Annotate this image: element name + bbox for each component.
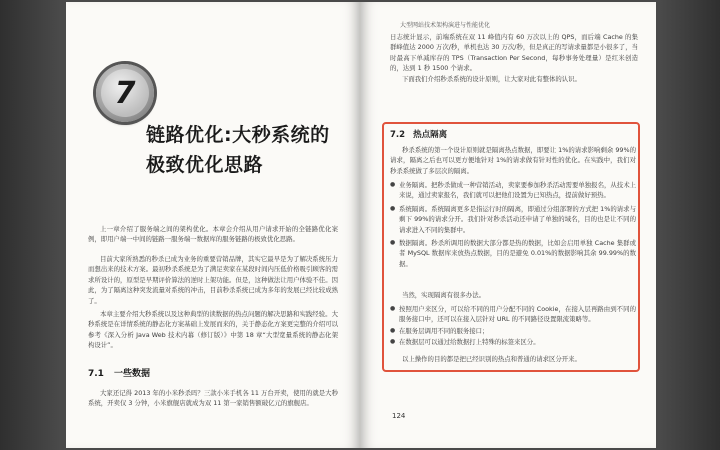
list-item: ● 在服务层调用不同的服务接口； <box>390 326 489 335</box>
closing-paragraph: 以上操作的目的都是把已经识别的热点和普通的请求区分开来。 <box>402 355 581 363</box>
section-title: 一些数据 <box>113 369 150 379</box>
section-number: 7.2 <box>390 130 406 140</box>
section-heading-7-2 <box>390 128 447 140</box>
section-paragraph: 大家还记得 2013 年的小米秒杀吗？三款小米手机各 11 万台开卖，使用的就是大秒系统，开卖仅 3 分钟，小米旗舰店就成为双 11 第一家销售额破亿元的旗舰店。 <box>88 389 338 408</box>
isolation-bullet-list <box>390 180 636 272</box>
chapter-title-line1: 链路优化:大秒系统的 <box>146 124 330 146</box>
chapter-number-badge <box>96 64 154 122</box>
chapter-title <box>146 120 346 180</box>
bullet-icon: ● <box>390 239 396 247</box>
right-page <box>360 2 656 448</box>
bullet-icon: ● <box>390 338 396 346</box>
methods-bullet-list <box>390 304 636 349</box>
left-page <box>66 2 360 448</box>
intro-paragraph-2: 目前大家所熟悉的秒杀已成为业务的重要营销品牌，其实它最早是为了解决系统压力而想出来的技术方案。最初秒杀系统是为了满足卖家在某段时间内压低价格吸引顾客的需求所设计的，原型是早期评价算法的逆时上架功能。但是，这种做法让用户体验不佳。因此，为了隔离这种突发流量对系统的冲击，目前秒杀系统已成为多年的发展已经比较成熟了。 <box>88 255 338 305</box>
list-item: ● 系统隔离。系统隔离更多是指运行时的隔离，即通过分组部署的方式把 1%的请求与剩下 99%的请求分开。我们针对秒杀活动还申请了单独的域名，目的也是让不同的请求进入不同的集群中。 <box>390 204 636 234</box>
running-head: 大型网站技术架构演进与性能优化 <box>400 22 491 29</box>
transition-paragraph: 下面我们介绍秒杀系统的设计原则，让大家对此有整体的认识。 <box>402 75 581 83</box>
section-heading-7-1 <box>88 366 150 379</box>
bullet-icon: ● <box>390 204 396 212</box>
section-number: 7.1 <box>88 369 104 379</box>
list-item: ● 业务隔离。把秒杀做成一种营销活动，卖家要参加秒杀活动需要单独报名，从技术上来说，通过卖家报名，我们就可以把他们设置为已知热点，提前做好预热。 <box>390 181 636 200</box>
stats-paragraph: 日志统计显示，前端系统在双 11 峰值内有 60 万次以上的 QPS，而后端 Cache 的集群峰值达 2000 万次/秒，单机也达 30 万次/秒，但是真正的写请求量都是小很多了，当时最高下单减库存的 TPS（Transaction Per Second，每秒事务处理量）是红米创造的，达到 1 秒 1500 个请求。 <box>390 33 638 73</box>
chapter-title-line2: 极致优化思路 <box>146 154 264 176</box>
bullet-icon: ● <box>390 305 396 312</box>
page-number: 124 <box>392 412 406 420</box>
intro-paragraph-3: 本章主要介绍大秒系统以及这种典型的读数据的热点问题的解决思路和实践经验。大秒系统是在详情系统的静态化方案基础上发展而来的，关于静态化方案更完整的介绍可以参考《深入分析 Java Web 技术内幕（修订版）》中第 18 章“大型宽量系统的静态化架构设计”。 <box>88 310 338 350</box>
list-item: ● 在数据层可以通过给数据打上特殊的标签来区分。 <box>390 338 540 347</box>
list-item: ● 按照用户来区分，可以给不同的用户分配不同的 Cookie，在接入层再路由到不同的服务接口中，还可以在接入层针对 URL 的不同路径设置限流策略等。 <box>390 305 636 324</box>
methods-intro: 当然，实现隔离有很多办法。 <box>402 291 486 299</box>
bullet-icon: ● <box>390 181 396 188</box>
bullet-icon: ● <box>390 326 396 334</box>
hotspot-intro: 秒杀系统的第一个设计原则就是隔离热点数据，即要让 1%的请求影响剩余 99%的请求，隔离之后也可以更方便地针对 1%的请求做有针对性的优化。在实践中，我们对秒杀系统做了多层次的隔离。 <box>390 146 636 175</box>
section-title: 热点隔离 <box>413 130 448 140</box>
chapter-number: 7 <box>101 69 149 117</box>
intro-paragraph-1: 上一章介绍了服务端之间的架构优化。本章会介绍从用户请求开始的全链路优化案例，即用户端一中间的链路一服务端一数据库的服务链路的极致优化思路。 <box>88 225 338 244</box>
list-item: ● 数据隔离。秒杀所调用的数据大部分都是热的数据，比如会启用单独 Cache 集群或者 MySQL 数据库来放热点数据，目的是避免 0.01%的数据影响其余 99.99%的数据。 <box>390 239 636 268</box>
